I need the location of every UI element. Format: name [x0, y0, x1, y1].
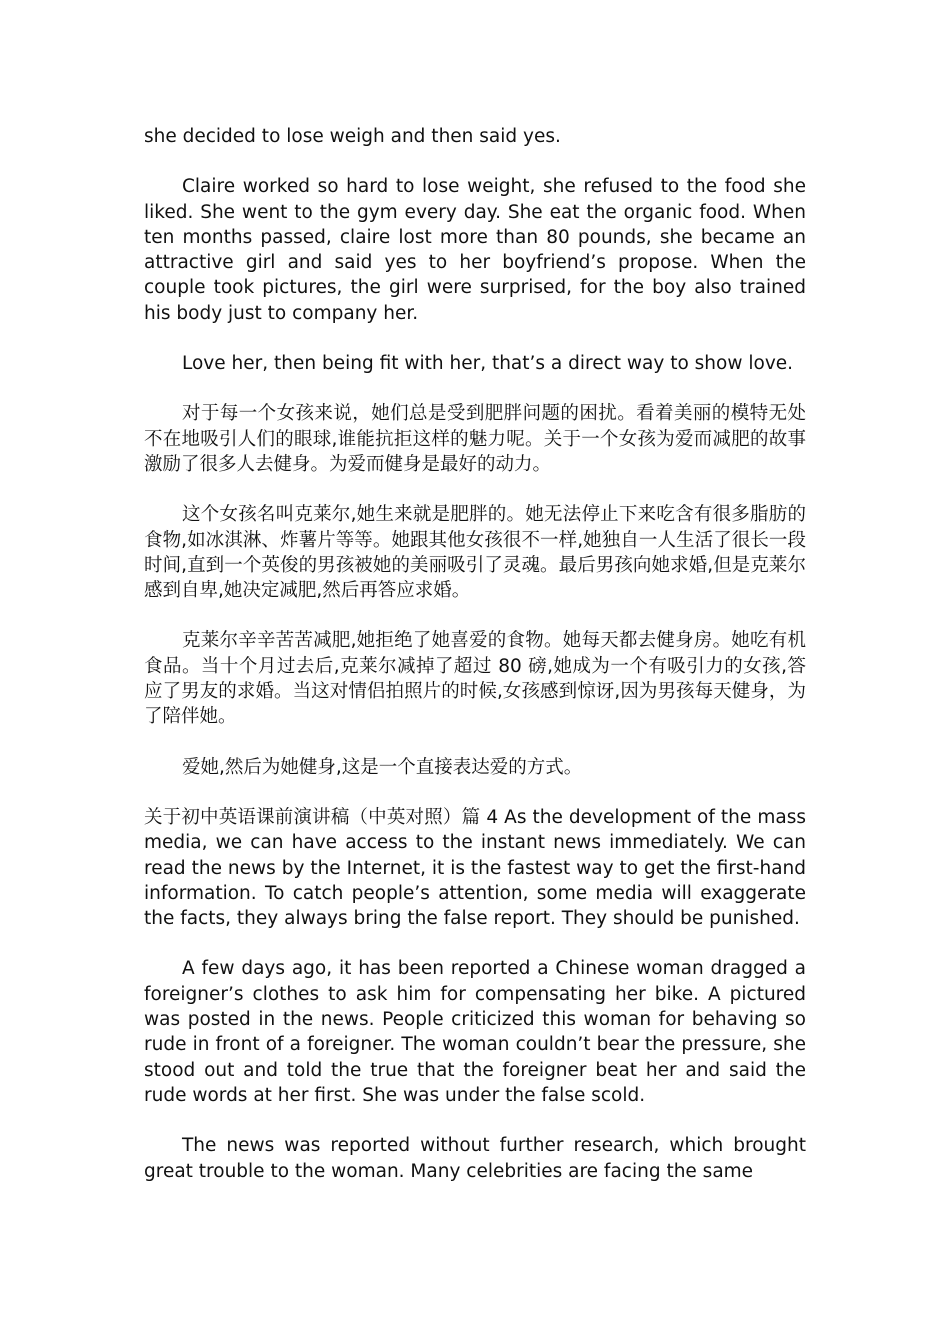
paragraph-4: 对于每一个女孩来说，她们总是受到肥胖问题的困扰。看着美丽的模特无处不在地吸引人们的眼球,谁能抗拒这样的魅力呢。关于一个女孩为爱而减肥的故事激励了很多人去健身。为爱而健身是最好的动力。	[144, 403, 806, 475]
paragraph-1: she decided to lose weigh and then said yes.	[144, 126, 561, 147]
paragraph-9: A few days ago, it has been reported a Chinese woman dragged a foreigner’s clothes to ask him for compensating her bike. A pictured was posted in the news. People criticized this woman for behaving so rude in front of a foreigner. The woman couldn’t bear the pressure, she stood out and told the true that the foreigner beat her and said the rude words at her first. She was under the false scold.	[144, 958, 806, 1106]
paragraph-8: 关于初中英语课前演讲稿（中英对照）篇 4 As the development of the mass media, we can have access to the instant news immediately. We can read the news by the Internet, it is the fastest way to get the first-hand information. To catch people’s attention, some media will exaggerate the facts, they always bring the false report. They should be punished.	[144, 806, 806, 930]
paragraph-3: Love her, then being fit with her, that’s a direct way to show love.	[182, 353, 794, 375]
paragraph-2: Claire worked so hard to lose weight, she refused to the food she liked. She went to the gym every day. She eat the organic food. When ten months passed, claire lost more than 80 pounds, she became an attractive girl and said yes to her boyfriend’s propose. When the couple took pictures, the girl were surprised, for the boy also trained his body just to company her.	[144, 176, 806, 324]
paragraph-10: The news was reported without further research, which brought great trouble to the woman. Many celebrities are facing the same	[144, 1135, 806, 1182]
paragraph-6: 克莱尔辛辛苦苦减肥,她拒绝了她喜爱的食物。她每天都去健身房。她吃有机食品。当十个月过去后,克莱尔减掉了超过 80 磅,她成为一个有吸引力的女孩,答应了男友的求婚。当这对情侣拍照片的时候,女孩感到惊讶,因为男孩每天健身，为了陪伴她。	[144, 630, 806, 728]
paragraph-5: 这个女孩名叫克莱尔,她生来就是肥胖的。她无法停止下来吃含有很多脂肪的食物,如冰淇淋、炸薯片等等。她跟其他女孩很不一样,她独自一人生活了很长一段时间,直到一个英俊的男孩被她的美丽吸引了灵魂。最后男孩向她求婚,但是克莱尔感到自卑,她决定减肥,然后再答应求婚。	[144, 504, 806, 602]
paragraph-7: 爱她,然后为她健身,这是一个直接表达爱的方式。	[182, 756, 583, 778]
document-page	[144, 124, 806, 1209]
